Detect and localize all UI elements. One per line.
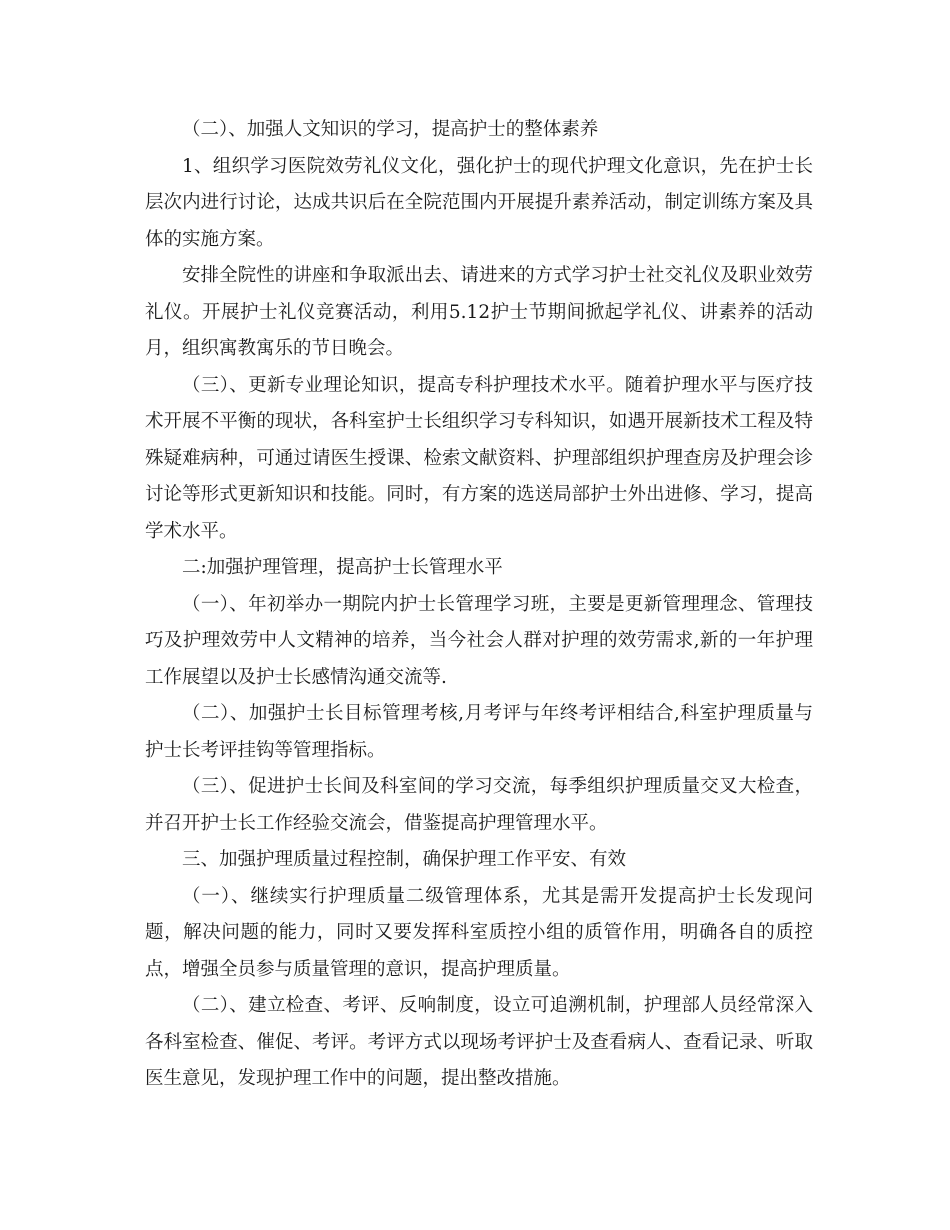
paragraph-head-nurse-training: （一）、年初举办一期院内护士长管理学习班，主要是更新管理理念、管理技巧及护理效劳中人文精神的培养，当今社会人群对护理的效劳需求,新的一年护理工作展望以及护士长感情沟通交流等. <box>145 593 813 688</box>
paragraph-target-assessment: （二）、加强护士长目标管理考核,月考评与年终考评相结合,科室护理质量与护士长考评挂钩等管理指标。 <box>145 703 813 761</box>
paragraph-professional-knowledge: （三）、更新专业理论知识，提高专科护理技术水平。随着护理水平与医疗技术开展不平衡的现状，各科室护士长组织学习专科知识，如遇开展新技术工程及特殊疑难病种，可通过请医生授课、检索文献资料、护理部组织护理查房及护理会诊讨论等形式更新知识和技能。同时，有方案的选送局部护士外出进修、学习，提高学术水平。 <box>145 374 813 542</box>
paragraph-etiquette-culture: 1、组织学习医院效劳礼仪文化，强化护士的现代护理文化意识，先在护士长层次内进行讨论，达成共识后在全院范围内开展提升素养活动，制定训练方案及具体的实施方案。 <box>145 155 813 250</box>
paragraph-exchange: （三）、促进护士长间及科室间的学习交流，每季组织护理质量交叉大检查，并召开护士长工作经验交流会，借鉴提高护理管理水平。 <box>145 776 813 834</box>
document-body <box>145 112 813 1098</box>
paragraph-quality-system: （一）、继续实行护理质量二级管理体系，尤其是需开发提高护士长发现问题，解决问题的能力，同时又要发挥科室质控小组的质管作用，明确各自的质控点，增强全员参与质量管理的意识，提高护理质量。 <box>145 885 813 980</box>
paragraph-inspection-system: （二）、建立检查、考评、反响制度，设立可追溯机制，护理部人员经常深入各科室检查、催促、考评。考评方式以现场考评护士及查看病人、查看记录、听取医生意见，发现护理工作中的问题，提出整改措施。 <box>145 995 813 1089</box>
paragraph-quality-heading: 三、加强护理质量过程控制，确保护理工作平安、有效 <box>182 849 627 870</box>
paragraph-etiquette-training: 安排全院性的讲座和争取派出去、请进来的方式学习护士社交礼仪及职业效劳礼仪。开展护士礼仪竞赛活动，利用5.12护士节期间掀起学礼仪、讲素养的活动月，组织寓教寓乐的节日晚会。 <box>145 265 813 359</box>
paragraph-management-heading: 二:加强护理管理，提高护士长管理水平 <box>182 557 503 578</box>
paragraph-section-2-heading: （二）、加强人文知识的学习，提高护士的整体素养 <box>182 119 599 140</box>
